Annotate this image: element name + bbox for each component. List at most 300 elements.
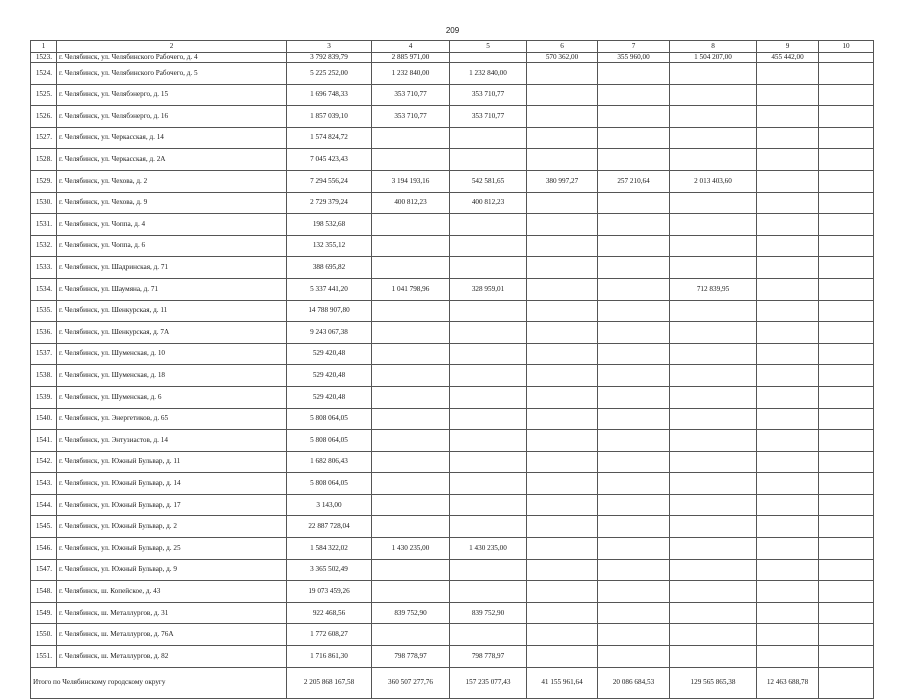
column-header-7: 7 xyxy=(598,41,670,53)
amount-cell-6: 380 997,27 xyxy=(527,170,598,192)
amount-cell-3: 198 532,68 xyxy=(287,214,372,236)
amount-cell-5 xyxy=(450,343,527,365)
amount-cell-4 xyxy=(372,473,450,495)
data-table xyxy=(30,40,874,699)
row-number-cell: 1537. xyxy=(31,343,57,365)
table-row xyxy=(31,365,874,387)
amount-cell-3: 3 365 502,49 xyxy=(287,559,372,581)
row-number-cell: 1534. xyxy=(31,278,57,300)
amount-cell-9 xyxy=(757,430,819,452)
amount-cell-7 xyxy=(598,257,670,279)
table-row xyxy=(31,451,874,473)
amount-cell-5 xyxy=(450,257,527,279)
amount-cell-7 xyxy=(598,149,670,171)
amount-cell-3: 132 355,12 xyxy=(287,235,372,257)
column-header-4: 4 xyxy=(372,41,450,53)
amount-cell-7 xyxy=(598,624,670,646)
amount-cell-8 xyxy=(670,127,757,149)
amount-cell-5: 839 752,90 xyxy=(450,602,527,624)
amount-cell-5: 353 710,77 xyxy=(450,84,527,106)
amount-cell-4 xyxy=(372,408,450,430)
amount-cell-4 xyxy=(372,516,450,538)
amount-cell-3: 7 294 556,24 xyxy=(287,170,372,192)
address-cell: г. Челябинск, ул. Челябинского Рабочего, д. 4 xyxy=(57,53,287,63)
amount-cell-7 xyxy=(598,235,670,257)
amount-cell-5 xyxy=(450,127,527,149)
amount-cell-8 xyxy=(670,451,757,473)
amount-cell-5 xyxy=(450,386,527,408)
row-number-cell: 1529. xyxy=(31,170,57,192)
address-cell: г. Челябинск, ул. Челябинского Рабочего, д. 5 xyxy=(57,63,287,85)
column-header-2: 2 xyxy=(57,41,287,53)
amount-cell-10 xyxy=(819,538,874,560)
row-number-cell: 1550. xyxy=(31,624,57,646)
amount-cell-4: 1 041 798,96 xyxy=(372,278,450,300)
row-number-cell: 1530. xyxy=(31,192,57,214)
amount-cell-3: 1 696 748,33 xyxy=(287,84,372,106)
amount-cell-7 xyxy=(598,559,670,581)
table-row xyxy=(31,430,874,452)
amount-cell-4: 3 194 193,16 xyxy=(372,170,450,192)
table-row xyxy=(31,149,874,171)
row-number-cell: 1533. xyxy=(31,257,57,279)
amount-cell-3: 5 337 441,20 xyxy=(287,278,372,300)
amount-cell-8 xyxy=(670,149,757,171)
amount-cell-5: 328 959,01 xyxy=(450,278,527,300)
total-amount-cell-3: 2 205 868 167,58 xyxy=(287,667,372,698)
amount-cell-8 xyxy=(670,646,757,668)
amount-cell-6 xyxy=(527,430,598,452)
amount-cell-5 xyxy=(450,451,527,473)
amount-cell-7 xyxy=(598,646,670,668)
amount-cell-3: 3 792 839,79 xyxy=(287,53,372,63)
row-number-cell: 1542. xyxy=(31,451,57,473)
amount-cell-3: 22 887 728,04 xyxy=(287,516,372,538)
address-cell: г. Челябинск, ул. Южный Бульвар, д. 14 xyxy=(57,473,287,495)
amount-cell-9 xyxy=(757,127,819,149)
column-header-row xyxy=(31,41,874,53)
amount-cell-9 xyxy=(757,451,819,473)
row-number-cell: 1531. xyxy=(31,214,57,236)
row-number-cell: 1547. xyxy=(31,559,57,581)
amount-cell-10 xyxy=(819,278,874,300)
address-cell: г. Челябинск, ул. Шуменская, д. 10 xyxy=(57,343,287,365)
table-row xyxy=(31,192,874,214)
amount-cell-8 xyxy=(670,473,757,495)
amount-cell-3: 388 695,82 xyxy=(287,257,372,279)
table-row xyxy=(31,473,874,495)
amount-cell-9 xyxy=(757,214,819,236)
amount-cell-5 xyxy=(450,473,527,495)
amount-cell-10 xyxy=(819,84,874,106)
amount-cell-8: 2 013 403,60 xyxy=(670,170,757,192)
amount-cell-6 xyxy=(527,559,598,581)
amount-cell-8 xyxy=(670,408,757,430)
total-amount-cell-4: 360 507 277,76 xyxy=(372,667,450,698)
amount-cell-6 xyxy=(527,451,598,473)
address-cell: г. Челябинск, ш. Копейское, д. 43 xyxy=(57,581,287,603)
amount-cell-5 xyxy=(450,559,527,581)
amount-cell-7 xyxy=(598,322,670,344)
amount-cell-10 xyxy=(819,365,874,387)
amount-cell-6 xyxy=(527,257,598,279)
amount-cell-9 xyxy=(757,386,819,408)
amount-cell-5 xyxy=(450,365,527,387)
amount-cell-9 xyxy=(757,646,819,668)
amount-cell-3: 7 045 423,43 xyxy=(287,149,372,171)
amount-cell-6 xyxy=(527,149,598,171)
amount-cell-5 xyxy=(450,516,527,538)
amount-cell-6: 570 362,00 xyxy=(527,53,598,63)
amount-cell-6 xyxy=(527,63,598,85)
amount-cell-3: 1 857 039,10 xyxy=(287,106,372,128)
row-number-cell: 1548. xyxy=(31,581,57,603)
amount-cell-3: 14 788 907,80 xyxy=(287,300,372,322)
amount-cell-10 xyxy=(819,451,874,473)
amount-cell-3: 1 574 824,72 xyxy=(287,127,372,149)
column-header-9: 9 xyxy=(757,41,819,53)
amount-cell-7 xyxy=(598,106,670,128)
amount-cell-5: 798 778,97 xyxy=(450,646,527,668)
amount-cell-8 xyxy=(670,430,757,452)
amount-cell-3: 5 808 064,05 xyxy=(287,473,372,495)
amount-cell-8: 1 504 207,00 xyxy=(670,53,757,63)
address-cell: г. Челябинск, ул. Южный Бульвар, д. 25 xyxy=(57,538,287,560)
amount-cell-8 xyxy=(670,300,757,322)
table-row xyxy=(31,581,874,603)
table-row xyxy=(31,84,874,106)
amount-cell-6 xyxy=(527,322,598,344)
amount-cell-6 xyxy=(527,516,598,538)
amount-cell-4: 2 885 971,00 xyxy=(372,53,450,63)
amount-cell-10 xyxy=(819,408,874,430)
row-number-cell: 1532. xyxy=(31,235,57,257)
row-number-cell: 1538. xyxy=(31,365,57,387)
amount-cell-9 xyxy=(757,235,819,257)
amount-cell-5: 542 581,65 xyxy=(450,170,527,192)
amount-cell-4 xyxy=(372,365,450,387)
amount-cell-9 xyxy=(757,473,819,495)
amount-cell-9 xyxy=(757,278,819,300)
amount-cell-8 xyxy=(670,538,757,560)
column-header-8: 8 xyxy=(670,41,757,53)
address-cell: г. Челябинск, ул. Южный Бульвар, д. 11 xyxy=(57,451,287,473)
address-cell: г. Челябинск, ш. Металлургов, д. 82 xyxy=(57,646,287,668)
row-number-cell: 1525. xyxy=(31,84,57,106)
amount-cell-4 xyxy=(372,624,450,646)
amount-cell-10 xyxy=(819,516,874,538)
amount-cell-7 xyxy=(598,473,670,495)
address-cell: г. Челябинск, ул. Шенкурская, д. 11 xyxy=(57,300,287,322)
amount-cell-5 xyxy=(450,322,527,344)
amount-cell-9 xyxy=(757,343,819,365)
total-row xyxy=(31,667,874,698)
amount-cell-8 xyxy=(670,559,757,581)
amount-cell-7 xyxy=(598,63,670,85)
amount-cell-4: 353 710,77 xyxy=(372,106,450,128)
amount-cell-7 xyxy=(598,538,670,560)
address-cell: г. Челябинск, ул. Южный Бульвар, д. 9 xyxy=(57,559,287,581)
row-number-cell: 1543. xyxy=(31,473,57,495)
amount-cell-9 xyxy=(757,84,819,106)
amount-cell-8 xyxy=(670,365,757,387)
amount-cell-7 xyxy=(598,408,670,430)
amount-cell-3: 1 716 861,30 xyxy=(287,646,372,668)
amount-cell-8 xyxy=(670,343,757,365)
amount-cell-3: 5 808 064,05 xyxy=(287,430,372,452)
amount-cell-9 xyxy=(757,170,819,192)
amount-cell-6 xyxy=(527,343,598,365)
amount-cell-7 xyxy=(598,214,670,236)
amount-cell-4: 400 812,23 xyxy=(372,192,450,214)
column-header-5: 5 xyxy=(450,41,527,53)
amount-cell-9 xyxy=(757,559,819,581)
amount-cell-3: 529 420,48 xyxy=(287,343,372,365)
amount-cell-7 xyxy=(598,386,670,408)
amount-cell-7 xyxy=(598,343,670,365)
amount-cell-8 xyxy=(670,581,757,603)
row-number-cell: 1549. xyxy=(31,602,57,624)
amount-cell-7 xyxy=(598,581,670,603)
amount-cell-9 xyxy=(757,322,819,344)
table-row xyxy=(31,602,874,624)
address-cell: г. Челябинск, ул. Чехова, д. 9 xyxy=(57,192,287,214)
table-row xyxy=(31,300,874,322)
amount-cell-6 xyxy=(527,386,598,408)
amount-cell-6 xyxy=(527,494,598,516)
address-cell: г. Челябинск, ш. Металлургов, д. 31 xyxy=(57,602,287,624)
table-row xyxy=(31,53,874,63)
address-cell: г. Челябинск, ул. Шенкурская, д. 7А xyxy=(57,322,287,344)
table-row xyxy=(31,214,874,236)
amount-cell-9 xyxy=(757,538,819,560)
amount-cell-8 xyxy=(670,235,757,257)
table-row xyxy=(31,257,874,279)
amount-cell-6 xyxy=(527,473,598,495)
address-cell: г. Челябинск, ул. Шадринская, д. 71 xyxy=(57,257,287,279)
column-header-3: 3 xyxy=(287,41,372,53)
amount-cell-10 xyxy=(819,646,874,668)
table-row xyxy=(31,106,874,128)
amount-cell-6 xyxy=(527,538,598,560)
table-row xyxy=(31,494,874,516)
amount-cell-4 xyxy=(372,494,450,516)
address-cell: г. Челябинск, ул. Южный Бульвар, д. 2 xyxy=(57,516,287,538)
amount-cell-6 xyxy=(527,624,598,646)
amount-cell-6 xyxy=(527,278,598,300)
amount-cell-4 xyxy=(372,257,450,279)
amount-cell-3: 2 729 379,24 xyxy=(287,192,372,214)
total-amount-cell-8: 129 565 865,38 xyxy=(670,667,757,698)
row-number-cell: 1535. xyxy=(31,300,57,322)
amount-cell-3: 529 420,48 xyxy=(287,365,372,387)
amount-cell-4: 1 232 840,00 xyxy=(372,63,450,85)
amount-cell-4 xyxy=(372,386,450,408)
amount-cell-3: 19 073 459,26 xyxy=(287,581,372,603)
amount-cell-7 xyxy=(598,602,670,624)
amount-cell-9 xyxy=(757,192,819,214)
amount-cell-4 xyxy=(372,322,450,344)
amount-cell-3: 1 682 806,43 xyxy=(287,451,372,473)
page-number: 209 xyxy=(445,26,460,35)
total-label: Итого по Челябинскому городскому округу xyxy=(31,667,287,698)
amount-cell-5 xyxy=(450,494,527,516)
amount-cell-8 xyxy=(670,63,757,85)
amount-cell-10 xyxy=(819,602,874,624)
amount-cell-10 xyxy=(819,581,874,603)
amount-cell-4 xyxy=(372,149,450,171)
amount-cell-6 xyxy=(527,84,598,106)
total-amount-cell-5: 157 235 077,43 xyxy=(450,667,527,698)
amount-cell-10 xyxy=(819,63,874,85)
amount-cell-8 xyxy=(670,494,757,516)
amount-cell-6 xyxy=(527,581,598,603)
address-cell: г. Челябинск, ул. Шуменская, д. 6 xyxy=(57,386,287,408)
amount-cell-9 xyxy=(757,494,819,516)
amount-cell-9 xyxy=(757,581,819,603)
table-row xyxy=(31,63,874,85)
address-cell: г. Челябинск, ул. Чехова, д. 2 xyxy=(57,170,287,192)
address-cell: г. Челябинск, ул. Энтузиастов, д. 14 xyxy=(57,430,287,452)
amount-cell-5 xyxy=(450,53,527,63)
amount-cell-4 xyxy=(372,430,450,452)
amount-cell-5 xyxy=(450,624,527,646)
amount-cell-6 xyxy=(527,106,598,128)
amount-cell-10 xyxy=(819,257,874,279)
amount-cell-9 xyxy=(757,149,819,171)
total-amount-cell-9: 12 463 688,78 xyxy=(757,667,819,698)
amount-cell-8 xyxy=(670,386,757,408)
amount-cell-6 xyxy=(527,235,598,257)
amount-cell-9: 455 442,00 xyxy=(757,53,819,63)
amount-cell-4 xyxy=(372,235,450,257)
address-cell: г. Челябинск, ул. Энергетиков, д. 65 xyxy=(57,408,287,430)
amount-cell-10 xyxy=(819,430,874,452)
amount-cell-4 xyxy=(372,300,450,322)
amount-cell-10 xyxy=(819,386,874,408)
table-body xyxy=(31,41,874,699)
table-row xyxy=(31,624,874,646)
address-cell: г. Челябинск, ул. Чоппа, д. 6 xyxy=(57,235,287,257)
table-row xyxy=(31,516,874,538)
table-row xyxy=(31,538,874,560)
amount-cell-7 xyxy=(598,430,670,452)
row-number-cell: 1528. xyxy=(31,149,57,171)
amount-cell-8: 712 839,95 xyxy=(670,278,757,300)
amount-cell-5 xyxy=(450,300,527,322)
row-number-cell: 1526. xyxy=(31,106,57,128)
amount-cell-10 xyxy=(819,624,874,646)
amount-cell-5: 400 812,23 xyxy=(450,192,527,214)
amount-cell-6 xyxy=(527,646,598,668)
amount-cell-3: 9 243 067,38 xyxy=(287,322,372,344)
row-number-cell: 1524. xyxy=(31,63,57,85)
amount-cell-10 xyxy=(819,300,874,322)
amount-cell-4: 839 752,90 xyxy=(372,602,450,624)
amount-cell-9 xyxy=(757,516,819,538)
amount-cell-8 xyxy=(670,106,757,128)
table-row xyxy=(31,322,874,344)
amount-cell-10 xyxy=(819,192,874,214)
amount-cell-7 xyxy=(598,300,670,322)
amount-cell-9 xyxy=(757,106,819,128)
total-amount-cell-7: 20 086 684,53 xyxy=(598,667,670,698)
amount-cell-3: 1 772 608,27 xyxy=(287,624,372,646)
amount-cell-5 xyxy=(450,235,527,257)
row-number-cell: 1551. xyxy=(31,646,57,668)
address-cell: г. Челябинск, ул. Черкасская, д. 14 xyxy=(57,127,287,149)
amount-cell-7 xyxy=(598,278,670,300)
amount-cell-5: 353 710,77 xyxy=(450,106,527,128)
amount-cell-10 xyxy=(819,343,874,365)
amount-cell-10 xyxy=(819,473,874,495)
amount-cell-8 xyxy=(670,192,757,214)
amount-cell-5: 1 430 235,00 xyxy=(450,538,527,560)
amount-cell-6 xyxy=(527,127,598,149)
amount-cell-5 xyxy=(450,581,527,603)
amount-cell-7 xyxy=(598,516,670,538)
amount-cell-6 xyxy=(527,365,598,387)
table-row xyxy=(31,559,874,581)
amount-cell-6 xyxy=(527,602,598,624)
amount-cell-5 xyxy=(450,214,527,236)
amount-cell-4 xyxy=(372,343,450,365)
column-header-6: 6 xyxy=(527,41,598,53)
table-row xyxy=(31,386,874,408)
address-cell: г. Челябинск, ул. Челябэнерго, д. 15 xyxy=(57,84,287,106)
column-header-10: 10 xyxy=(819,41,874,53)
amount-cell-5 xyxy=(450,149,527,171)
amount-cell-5 xyxy=(450,408,527,430)
amount-cell-8 xyxy=(670,322,757,344)
amount-cell-10 xyxy=(819,322,874,344)
amount-cell-8 xyxy=(670,84,757,106)
row-number-cell: 1545. xyxy=(31,516,57,538)
amount-cell-6 xyxy=(527,408,598,430)
amount-cell-6 xyxy=(527,214,598,236)
amount-cell-7: 257 210,64 xyxy=(598,170,670,192)
amount-cell-7 xyxy=(598,451,670,473)
address-cell: г. Челябинск, ул. Шуменская, д. 18 xyxy=(57,365,287,387)
amount-cell-9 xyxy=(757,63,819,85)
address-cell: г. Челябинск, ул. Чоппа, д. 4 xyxy=(57,214,287,236)
row-number-cell: 1527. xyxy=(31,127,57,149)
amount-cell-4 xyxy=(372,451,450,473)
table-row xyxy=(31,343,874,365)
table-row xyxy=(31,127,874,149)
amount-cell-9 xyxy=(757,257,819,279)
table-row xyxy=(31,646,874,668)
total-amount-cell-6: 41 155 961,64 xyxy=(527,667,598,698)
amount-cell-8 xyxy=(670,624,757,646)
amount-cell-7 xyxy=(598,127,670,149)
amount-cell-3: 5 808 064,05 xyxy=(287,408,372,430)
amount-cell-6 xyxy=(527,300,598,322)
amount-cell-7 xyxy=(598,84,670,106)
amount-cell-8 xyxy=(670,516,757,538)
amount-cell-4: 798 778,97 xyxy=(372,646,450,668)
amount-cell-6 xyxy=(527,192,598,214)
table-row xyxy=(31,278,874,300)
address-cell: г. Челябинск, ул. Черкасская, д. 2А xyxy=(57,149,287,171)
amount-cell-4 xyxy=(372,581,450,603)
address-cell: г. Челябинск, ул. Челябэнерго, д. 16 xyxy=(57,106,287,128)
amount-cell-4: 353 710,77 xyxy=(372,84,450,106)
amount-cell-10 xyxy=(819,149,874,171)
amount-cell-10 xyxy=(819,559,874,581)
amount-cell-7 xyxy=(598,192,670,214)
table-row xyxy=(31,408,874,430)
